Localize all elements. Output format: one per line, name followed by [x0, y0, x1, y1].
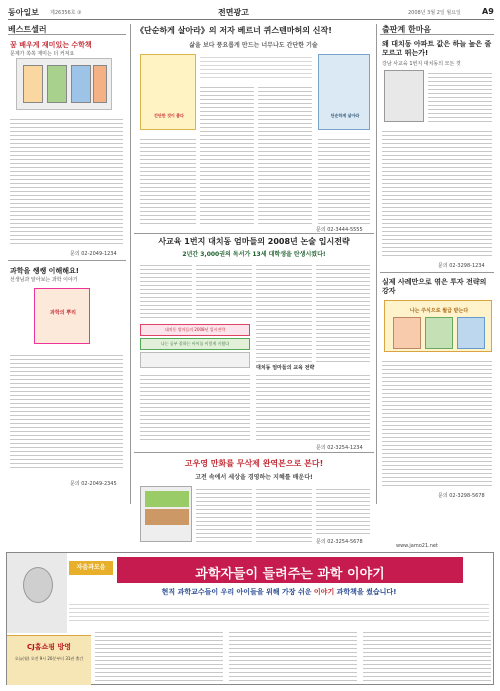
center-ad3-col2-text — [256, 486, 312, 542]
scientist-portrait — [7, 553, 67, 633]
center-ad2-subheadline: 2년간 3,000권의 독서가 13세 대학생을 탄생시켰다! — [182, 251, 326, 258]
book-list-col-2 — [229, 629, 357, 683]
left-ad2-book-image — [34, 288, 90, 344]
left-ad2-publisher: 문의 02-2049-2345 — [70, 481, 117, 487]
page-number: A9 — [482, 7, 494, 16]
book-cover — [393, 317, 421, 349]
center-ad2-headline: 사교육 1번지 대치동 엄마들의 2008년 논술 입시전략 — [158, 237, 350, 246]
book-cover — [425, 317, 453, 349]
bottom-ad — [6, 552, 494, 685]
book-cover — [457, 317, 485, 349]
book-cover — [93, 65, 107, 103]
book-cover — [47, 65, 67, 103]
center-ad2-col2-text — [256, 262, 312, 362]
center-ad1-intro-text — [200, 54, 312, 78]
newspaper-logo: 동아일보 — [8, 8, 39, 17]
bottom-ad-subheadline — [69, 587, 489, 597]
subheadline-pre: 현직 과학교수들이 우리 아이들을 위해 가장 쉬운 — [161, 588, 312, 596]
center-ad2-publisher: 문의 02-3254-1234 — [316, 445, 363, 451]
section-title: 전면광고 — [218, 8, 249, 17]
center-ad2-book-image — [140, 352, 250, 368]
center-ad3-publisher: 문의 02-3254-5678 — [316, 539, 363, 545]
publisher-tag: 자음과모음 — [69, 561, 113, 575]
right-ad1-book-image — [384, 70, 424, 122]
bottom-ad-headline: 과학자들이 들려주는 과학 이야기 — [195, 567, 385, 582]
center-ad1-subheadline: 삶을 보다 풍요롭게 만드는 너무나도 간단한 기술 — [189, 42, 318, 49]
right-ad2-publisher: 문의 02-3298-5678 — [438, 493, 485, 499]
cj-subtitle: 오늘(월) 오전 9시 20분부터 31권 출간 — [14, 656, 84, 661]
center-ad3-headline: 고우영 만화를 무삭제 완역본으로 본다! — [184, 459, 324, 468]
center-ad1-col1-text — [200, 84, 254, 226]
book-list-col-1 — [95, 629, 223, 683]
right-divider — [380, 272, 494, 273]
left-ad1-subtitle: 문제가 쏙쏙 재미는 더 커져요 — [10, 51, 75, 57]
center-divider-2 — [134, 452, 374, 453]
right-ad1-publisher: 문의 02-3298-1234 — [438, 263, 485, 269]
right-ad1-title: 왜 대치동 아파트 값은 하늘 높은 줄 모르고 뛰는가! — [382, 40, 492, 57]
center-ad1-book-left — [140, 54, 196, 130]
comic-book-spines — [145, 491, 189, 507]
left-ad2-title: 과학을 쌩쌩 이해해요! — [10, 267, 79, 275]
comic-book-spines — [145, 509, 189, 525]
issue-date: 2008년 3월 2일 월요일 — [408, 10, 461, 16]
center-ad1-book-right — [318, 54, 370, 130]
left-divider — [8, 260, 126, 261]
right-column-head: 출판계 한마음 — [382, 25, 432, 34]
left-ad1-publisher: 문의 02-2049-1234 — [70, 251, 117, 257]
left-ad1-book-image — [16, 58, 112, 110]
left-column-rule — [130, 24, 131, 504]
book-right-title: 단순하게 살아라 — [330, 113, 360, 118]
center-ad2-lower-text-right — [256, 372, 370, 442]
right-ad2-body-text — [382, 358, 492, 488]
cj-title: CJ홈쇼핑 방영 — [27, 643, 71, 651]
left-ad1-title: 꿈 배우게 재미있는 수학책 — [10, 41, 92, 49]
right-head-rule — [380, 34, 494, 35]
center-divider-1 — [134, 233, 374, 234]
cj-broadcast-panel — [7, 635, 91, 685]
bottom-ad-description — [69, 601, 489, 623]
left-column-head: 베스트셀러 — [8, 25, 47, 34]
center-ad3-comic-image — [140, 486, 192, 542]
right-column-rule — [376, 24, 377, 504]
left-ad2-body-text — [10, 352, 123, 470]
right-ad2-title: 실제 사례만으로 엮은 투자 전략의 강자 — [382, 278, 487, 295]
center-ad3-col3-text — [316, 486, 370, 536]
subheadline-post: 과학책을 썼습니다! — [336, 588, 397, 596]
right-ad1-intro-text — [428, 70, 492, 122]
center-ad2-col1-text — [196, 262, 252, 320]
right-ad1-body-text — [382, 128, 492, 258]
book-cover — [23, 65, 43, 103]
right-ad2-book-title: 나는 주식으로 월급 받는다 — [409, 308, 469, 314]
center-ad2-section-label: 대치동 엄마들의 교육 전략 — [256, 365, 315, 371]
center-ad1-col0-text — [140, 136, 196, 226]
headline-banner — [117, 557, 463, 583]
portrait-face — [23, 567, 53, 603]
center-ad2-box2: 나는 공부 잘하는 아이를 이렇게 키웠다 — [140, 338, 250, 350]
left-ad2-book-title: 과학의 뿌리 — [50, 310, 76, 316]
issue-number: 제26356호 ③ — [50, 10, 82, 16]
center-ad3-subheadline: 고전 속에서 세상을 경영하는 지혜를 배운다! — [195, 474, 313, 481]
page-header — [8, 6, 494, 20]
right-ad1-subtitle: 강남 사교육 1번지 대치동의 모든 것 — [382, 61, 461, 67]
book-cover — [71, 65, 91, 103]
right-ad2-book-panel — [384, 300, 492, 352]
left-ad1-body-text — [10, 116, 123, 246]
center-ad1-headline: 《단순하게 살아라》의 저자 베르너 퀴스텐마허의 신작! — [136, 26, 332, 35]
book-list-col-3 — [363, 629, 491, 683]
center-ad1-col3-text — [318, 136, 370, 226]
center-ad1-col2-text — [258, 84, 312, 226]
book-left-title: 간단한 것이 좋다 — [154, 113, 184, 118]
center-ad1-publisher: 문의 02-3444-5555 — [316, 227, 363, 233]
book-list-grid — [95, 629, 491, 683]
center-ad2-lower-text-left — [140, 372, 250, 442]
subheadline-emph: 이야기 — [313, 588, 335, 596]
center-ad3-col1-text — [196, 486, 252, 542]
center-ad2-box1: 대치동 엄마들의 2008년 입시전략 — [140, 324, 250, 336]
center-ad2-col0-text — [140, 262, 192, 320]
bottom-ad-url: www.jamo21.net — [396, 543, 438, 549]
left-head-rule — [8, 34, 126, 35]
left-ad2-subtitle: 선생님과 알아보는 과학 이야기 — [10, 277, 78, 283]
center-ad2-col3-text — [316, 262, 370, 362]
